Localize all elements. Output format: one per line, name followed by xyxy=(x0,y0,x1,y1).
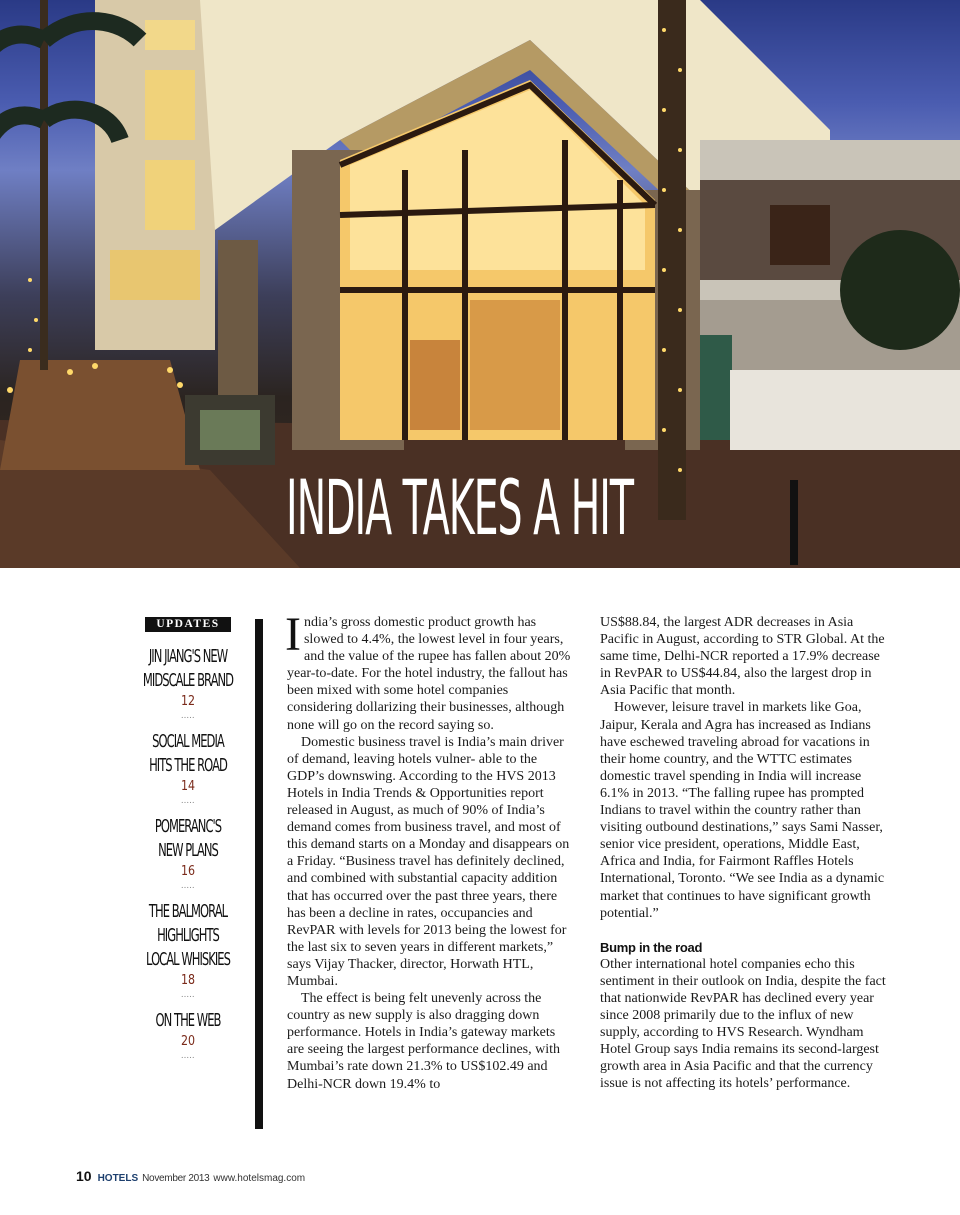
sidebar-item-page: 14 xyxy=(180,779,196,794)
sidebar-item-title: POMERANC'S NEW PLANS xyxy=(154,816,222,861)
sidebar-item-dots: ..... xyxy=(181,880,195,890)
sidebar-item-title: JIN JIANG'S NEW MIDSCALE BRAND xyxy=(142,646,234,691)
sidebar-item-dots: ..... xyxy=(181,989,195,999)
sidebar-item[interactable] xyxy=(140,900,236,998)
article-paragraph: Other international hotel companies echo this sentiment in their outlook on India, despite the fact that nationwide RevPAR has declined every year since 2008 primarily due to the influx of new supply, according to HVS Research. Wyndham Hotel Group says India remains its second-largest growth area in Asia Pacific and that the currency issue is not affecting its hotels’ performance. xyxy=(600,956,886,1092)
sidebar-item[interactable] xyxy=(140,1009,236,1059)
updates-label: UPDATES xyxy=(145,617,231,632)
sidebar-item[interactable] xyxy=(140,730,236,804)
sidebar-item-page: 20 xyxy=(180,1034,196,1049)
headline: INDIA TAKES A HIT xyxy=(286,463,633,552)
sidebar-item[interactable] xyxy=(140,815,236,889)
updates-sidebar xyxy=(140,617,236,1070)
issue-date: November 2013 xyxy=(142,1173,210,1184)
subheading: Bump in the road xyxy=(600,939,703,955)
sidebar-item-dots: ..... xyxy=(181,710,195,720)
paragraph-text: ndia’s gross domestic product growth has slowed to 4.4%, the lowest level in four years, and the value of the rupee has fallen about 20% year-to-date. For the hotel industry, the fallout has been mixed with some hotel companies considering dollarizing their businesses, although none will go on the record saying so. xyxy=(287,615,571,733)
article-paragraph: US$88.84, the largest ADR decreases in Asia Pacific in August, according to STR Global. At the same time, Delhi-NCR reported a 17.9% decrease in RevPAR to US$44.84, also the largest drop in Asia Pacific that month. xyxy=(600,615,885,699)
sidebar-item-dots: ..... xyxy=(181,1050,195,1060)
article-paragraph xyxy=(285,608,571,734)
hero-photo xyxy=(0,0,960,568)
sidebar-item-title: ON THE WEB xyxy=(155,1010,221,1031)
page-footer xyxy=(76,1168,305,1184)
sidebar-item[interactable] xyxy=(140,645,236,719)
vertical-rule xyxy=(255,619,263,1129)
article-column-2 xyxy=(600,614,888,1092)
magazine-name: HOTELS xyxy=(97,1173,139,1184)
page-number: 10 xyxy=(76,1168,92,1184)
article-paragraph: However, leisure travel in markets like Goa, Jaipur, Kerala and Agra has increased as Indians have eschewed traveling abroad for vacations in their home country, and the WTTC estimates domestic travel spending in India will increase 6.1% in 2013. “The falling rupee has prompted Indians to travel within the country rather than visiting outbound destinations,” says Sami Nasser, senior vice president, operations, Middle East, Africa and India, for Fairmont Raffles Hotels International, Toronto. “We see India as a dynamic market that continues to have significant growth potential.” xyxy=(600,700,885,921)
sidebar-item-title: SOCIAL MEDIA HITS THE ROAD xyxy=(149,731,227,776)
article-paragraph: Domestic business travel is India’s main driver of demand, leaving hotels vulner- able to the GDP’s downswing. According to the HVS 2013 Hotels in India Trends & Opportunities report released in August, as much of 90% of India’s demand comes from business travel, and most of this demand starts on a Monday and disappears on a Friday. “Business travel has definitely declined, and combined with substantial capacity addition that has occurred over the past three years, there has been a decline in rates, occupancies and RevPAR with levels for 2013 being the lowest for the last six to seven years in different markets,” says Vijay Thacker, director, Horwath HTL, Mumbai. xyxy=(287,734,570,989)
article-column-1 xyxy=(285,608,571,1093)
article-paragraph: The effect is being felt unevenly across the country as new supply is also dragging down performance. Hotels in India’s gateway markets are seeing the largest performance declines, with Mumbai’s rate down 21.3% to US$102.49 and Delhi-NCR down 19.4% to xyxy=(287,991,561,1092)
sidebar-item-page: 12 xyxy=(180,694,196,709)
drop-cap: I xyxy=(285,608,301,661)
sidebar-item-dots: ..... xyxy=(181,795,195,805)
website-link[interactable]: www.hotelsmag.com xyxy=(213,1173,306,1184)
sidebar-item-title: THE BALMORAL HIGHLIGHTS LOCAL WHISKIES xyxy=(146,901,230,970)
sidebar-item-page: 16 xyxy=(180,864,196,879)
sidebar-item-page: 18 xyxy=(180,973,196,988)
